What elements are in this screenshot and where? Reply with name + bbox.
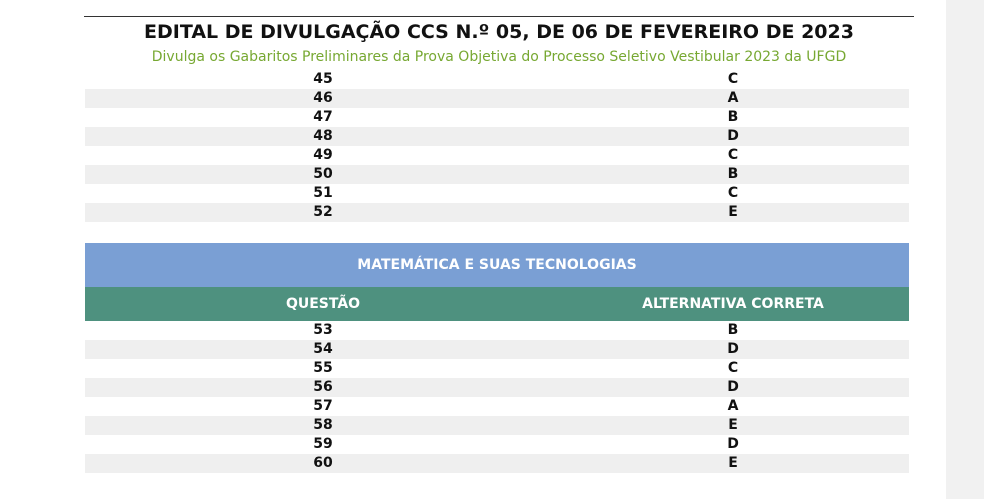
table-row xyxy=(85,108,909,127)
question-number: 48 xyxy=(313,128,333,144)
correct-answer: C xyxy=(727,71,739,87)
question-number: 50 xyxy=(313,166,333,182)
table-row xyxy=(85,165,909,184)
top-rule xyxy=(84,16,914,17)
correct-answer: A xyxy=(727,398,739,414)
correct-answer: E xyxy=(728,204,738,220)
table-row xyxy=(85,454,909,473)
table-row xyxy=(85,378,909,397)
correct-answer: C xyxy=(727,360,739,376)
table-row xyxy=(85,435,909,454)
table-row xyxy=(85,203,909,222)
question-number: 53 xyxy=(313,322,333,338)
question-number: 54 xyxy=(313,341,333,357)
correct-answer: E xyxy=(728,417,738,433)
question-number: 45 xyxy=(313,71,333,87)
question-number: 49 xyxy=(313,147,333,163)
column-header-row xyxy=(85,287,909,321)
table-row xyxy=(85,184,909,203)
correct-answer: D xyxy=(727,128,739,144)
correct-answer: D xyxy=(727,436,739,452)
correct-answer: A xyxy=(727,90,739,106)
document-title: EDITAL DE DIVULGAÇÃO CCS N.º 05, DE 06 DE FEVEREIRO DE 2023 xyxy=(144,21,854,43)
correct-answer: B xyxy=(727,166,739,182)
question-number: 60 xyxy=(313,455,333,471)
table-row xyxy=(85,397,909,416)
column-header-question: QUESTÃO xyxy=(285,296,361,312)
answer-table-matematica xyxy=(85,321,909,473)
correct-answer: B xyxy=(727,109,739,125)
question-number: 55 xyxy=(313,360,333,376)
question-number: 46 xyxy=(313,90,333,106)
table-row xyxy=(85,70,909,89)
question-number: 58 xyxy=(313,417,333,433)
table-row xyxy=(85,89,909,108)
page-margin-shade xyxy=(946,0,984,499)
table-row xyxy=(85,340,909,359)
table-row xyxy=(85,416,909,435)
document-subtitle: Divulga os Gabaritos Preliminares da Prova Objetiva do Processo Seletivo Vestibular 2023 da UFGD xyxy=(151,49,847,65)
question-number: 52 xyxy=(313,204,333,220)
column-header-answer: ALTERNATIVA CORRETA xyxy=(642,296,824,312)
correct-answer: E xyxy=(728,455,738,471)
correct-answer: D xyxy=(727,341,739,357)
table-row xyxy=(85,127,909,146)
question-number: 56 xyxy=(313,379,333,395)
correct-answer: D xyxy=(727,379,739,395)
question-number: 47 xyxy=(313,109,333,125)
answer-table-previous xyxy=(85,70,909,222)
table-row xyxy=(85,146,909,165)
question-number: 57 xyxy=(313,398,333,414)
section-title-matematica: MATEMÁTICA E SUAS TECNOLOGIAS xyxy=(85,243,909,287)
table-row xyxy=(85,321,909,340)
table-row xyxy=(85,359,909,378)
question-number: 59 xyxy=(313,436,333,452)
correct-answer: C xyxy=(727,147,739,163)
question-number: 51 xyxy=(313,185,333,201)
correct-answer: C xyxy=(727,185,739,201)
correct-answer: B xyxy=(727,322,739,338)
